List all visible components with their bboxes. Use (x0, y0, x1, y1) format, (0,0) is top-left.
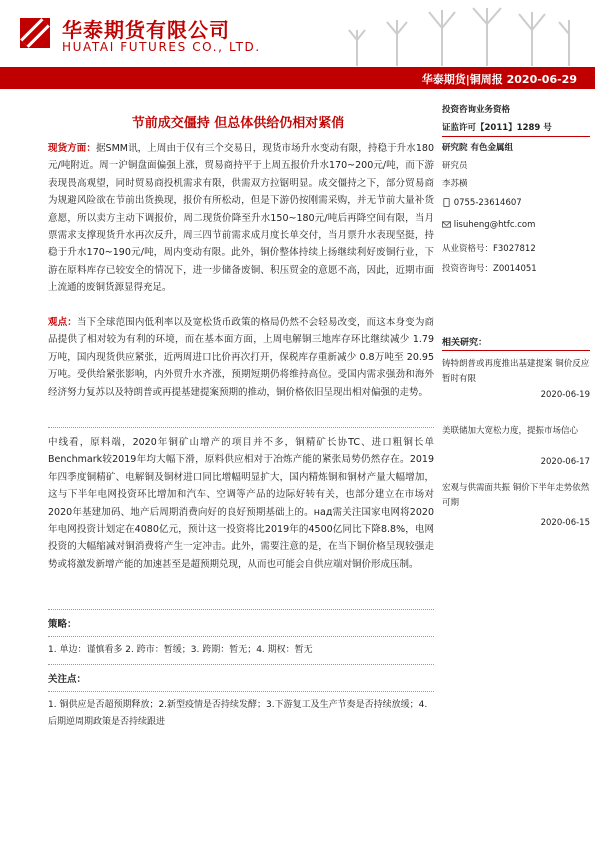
consult-cert: 投资咨询号：Z0014051 (442, 264, 537, 274)
section-divider (48, 609, 434, 610)
section-divider (48, 664, 434, 665)
section-divider (48, 636, 434, 637)
related-item-2-title[interactable]: 美联储加大宽松力度，提振市场信心 (442, 426, 579, 436)
focus-text: 1. 铜供应是否超预期释放；2.新型疫情是否持续发酵；3.下游复工及生产节奏是否持续放缓；4. 后期逆周期政策是否持续跟进 (48, 700, 428, 728)
phone-icon (442, 198, 451, 207)
phone-number: 0755-23614607 (453, 198, 522, 208)
midterm-paragraph: 中线看，原料端，2020年铜矿山增产的项目并不多，铜精矿长协TC、进口粗铜长单Benchmark较2019年均大幅下滑，原料供应相对于冶炼产能的紧张局势仍然存在。2019年四季度铜精矿、电解铜及铜材进口同比增幅明显扩大，国内精炼铜和铜材产量大幅增加，这与下半年电网投资环比增加和汽车、空调等产品的边际好转有关，也部分建立在市场对2020年基建加码、地产后周期消费向好的良好预期基础上的。над需关注国家电网将2020年电网投资计划定在4080亿元，预计这一投资将比2019年的4500亿同比下降8.8%，电网投资的大幅缩减对铜消费将产生一定冲击。此外，需要注意的是，在当下铜价格呈现较强走势或将激发新增产能的加速甚至是超预期兑现，从而也可能会自供应端对铜价形成压制。 (48, 437, 434, 570)
section-divider (48, 427, 434, 428)
company-logo-icon (18, 16, 52, 50)
company-name-cn: 华泰期货有限公司 (62, 18, 230, 42)
spot-label: 现货方面： (48, 143, 96, 154)
institute-label: 研究院 有色金属组 (442, 143, 513, 153)
phone-row (442, 198, 590, 208)
decorative-trees-icon (347, 0, 577, 66)
report-title: 节前成交僵持 但总体供给仍相对紧俏 (131, 116, 345, 131)
view-paragraph (48, 314, 434, 401)
email-icon (442, 220, 451, 229)
report-type-date: 华泰期货|铜周报 2020-06-29 (421, 73, 577, 86)
email-address[interactable]: lisuheng@htfc.com (453, 220, 536, 230)
related-item-2-date: 2020-06-17 (540, 457, 590, 467)
focus-heading: 关注点： (48, 674, 87, 685)
strategy-text: 1. 单边：谨慎看多 2. 跨市：暂缓；3. 跨期：暂无；4. 期权：暂无 (48, 645, 313, 655)
strategy-heading: 策略： (48, 619, 77, 630)
company-name-en: HUATAI FUTURES CO., LTD. (62, 40, 261, 54)
related-research-heading: 相关研究： (442, 338, 488, 348)
license-label: 证监许可【2011】1289 号 (442, 123, 552, 133)
related-item-3-date: 2020-06-15 (540, 518, 590, 528)
view-label: 观点： (48, 317, 77, 328)
sidebar-divider (442, 350, 590, 351)
spot-text: 据SMM讯，上周由于仅有三个交易日，现货市场升水变动有限，持稳于升水180元/吨附近。周一沪铜盘面偏强上涨，贸易商持平于上周五报价升水170~200元/吨，而下游表现畏高观望，同时贸易商投机需求有限，供需双方拉锯明显。成交僵持之下，部分贸易商为规避风险欲在节前出货换现，报价有所松动，但是下游仍按刚需采购，并无节前大量补货意愿，所以卖方主动下调报价，周二现货价降至升水150~180元/吨后再降空间有限，当月票需求支撑现货升水再次反升，周三四节前需求成月度长单交付，当月票升水表现坚挺，持稳于升水170~190元/吨，周内变动有限。此外，铜价整体持续上扬继续利好废铜行业，下游在原料库存已较安全的情况下，进一步储备废铜、积压贸金的意愿不高，因此，近期市面上流通的废铜货源显得充足。 (48, 143, 434, 294)
analyst-name: 李苏横 (442, 179, 468, 189)
email-row (442, 220, 590, 230)
related-item-1-title[interactable]: 铸特朗普或再度推出基建提案 铜价反应暂时有限 (442, 359, 590, 384)
spot-paragraph (48, 140, 434, 297)
role-label: 研究员 (442, 161, 468, 171)
section-divider (48, 691, 434, 692)
related-item-1-date: 2020-06-19 (540, 390, 590, 400)
sidebar-divider (442, 136, 590, 137)
view-text: 当下全球范围内低利率以及宽松货币政策的格局仍然不会轻易改变，而这本身变为商品提供了相对较为有利的环境，而在基本面方面，上周电解铜三地库存环比继续减少 1.79 万吨，国内现货供应紧张，近两周进口比价再次打开，保税库存重新减少 0.8万吨至 20.95 万吨。受供给紧张影响，内外贸升水齐涨，预期短期仍将维持高位。受国内需求强劲和海外经济努力复苏以及特朗普或再提基建提案预期的推动，铜价格依旧呈现出相对偏强的走势。 (48, 317, 434, 398)
qualification-cert: 从业资格号：F3027812 (442, 244, 536, 254)
dept-label: 投资咨询业务资格 (442, 105, 511, 115)
related-item-3-title[interactable]: 宏观与供需面共振 铜价下半年走势依然可期 (442, 483, 590, 508)
